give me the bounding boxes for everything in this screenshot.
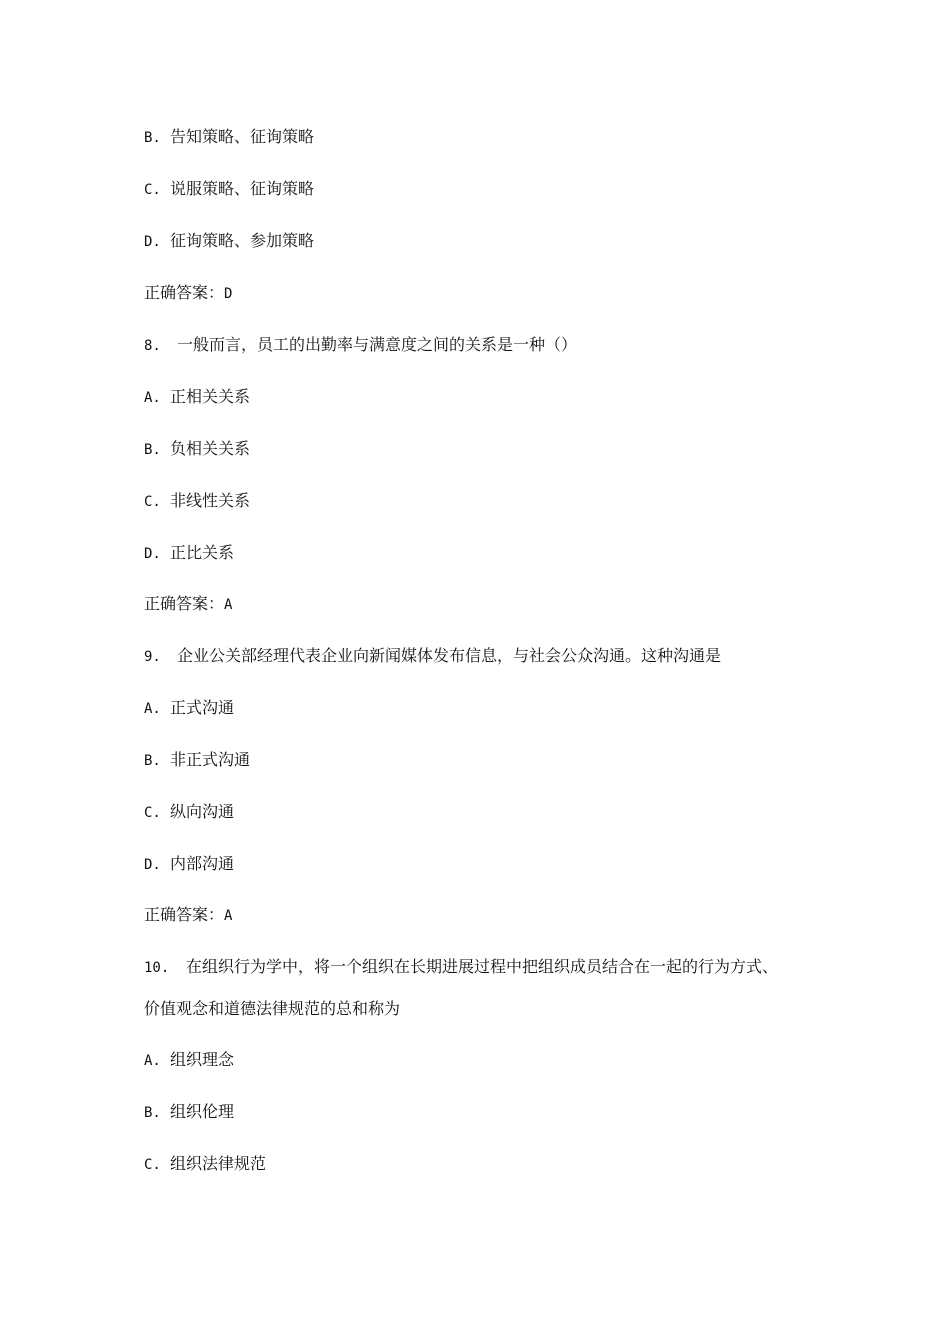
- option-text: 说服策略、征询策略: [170, 179, 315, 198]
- question-text: 价值观念和道德法律规范的总和称为: [144, 999, 401, 1018]
- answer-label: 正确答案：: [144, 905, 225, 924]
- question-text: 在组织行为学中，将一个组织在长期进展过程中把组织成员结合在一起的行为方式、: [186, 957, 779, 976]
- q8-option-a: [144, 387, 250, 408]
- option-text: 告知策略、征询策略: [170, 127, 315, 146]
- q8-option-b: [144, 439, 250, 460]
- q8-option-c: [144, 491, 250, 512]
- q10-option-b: [144, 1102, 234, 1123]
- q10-stem: [144, 957, 778, 978]
- option-label: C.: [144, 805, 161, 821]
- option-label: D.: [144, 234, 161, 250]
- q8-stem: [144, 335, 577, 356]
- option-text: 组织理念: [170, 1050, 235, 1069]
- answer-value: A: [224, 597, 233, 613]
- option-label: B.: [144, 130, 161, 146]
- option-label: B.: [144, 753, 161, 769]
- q9-option-a: [144, 698, 234, 719]
- option-text: 非线性关系: [170, 491, 251, 510]
- answer-value: A: [224, 908, 233, 924]
- q7-option-b: [144, 127, 314, 148]
- option-text: 非正式沟通: [170, 750, 251, 769]
- q10-stem-continued: [144, 999, 400, 1019]
- q7-option-d: [144, 231, 314, 252]
- q7-answer: [144, 283, 232, 304]
- option-label: B.: [144, 1105, 161, 1121]
- option-label: B.: [144, 442, 161, 458]
- option-text: 组织伦理: [170, 1102, 235, 1121]
- question-number: 10.: [144, 960, 170, 976]
- option-text: 正式沟通: [170, 698, 235, 717]
- question-text: 一般而言，员工的出勤率与满意度之间的关系是一种（）: [177, 335, 578, 354]
- option-label: C.: [144, 182, 161, 198]
- option-text: 正比关系: [170, 543, 235, 562]
- option-label: A.: [144, 701, 161, 717]
- question-number: 8.: [144, 338, 161, 354]
- option-label: D.: [144, 546, 161, 562]
- option-label: C.: [144, 494, 161, 510]
- q9-option-d: [144, 854, 234, 875]
- q8-answer: [144, 594, 232, 615]
- q9-option-c: [144, 802, 234, 823]
- q10-option-c: [144, 1154, 266, 1175]
- answer-value: D: [224, 286, 233, 302]
- option-text: 内部沟通: [170, 854, 235, 873]
- option-text: 纵向沟通: [170, 802, 235, 821]
- q9-answer: [144, 905, 232, 926]
- q7-option-c: [144, 179, 314, 200]
- q9-option-b: [144, 750, 250, 771]
- answer-label: 正确答案：: [144, 283, 225, 302]
- option-label: C.: [144, 1157, 161, 1173]
- answer-label: 正确答案：: [144, 594, 225, 613]
- option-text: 正相关关系: [170, 387, 251, 406]
- q9-stem: [144, 646, 721, 667]
- question-text: 企业公关部经理代表企业向新闻媒体发布信息，与社会公众沟通。这种沟通是: [177, 646, 722, 665]
- option-label: A.: [144, 1053, 161, 1069]
- option-label: D.: [144, 857, 161, 873]
- q8-option-d: [144, 543, 234, 564]
- option-text: 组织法律规范: [170, 1154, 267, 1173]
- question-number: 9.: [144, 649, 161, 665]
- option-label: A.: [144, 390, 161, 406]
- q10-option-a: [144, 1050, 234, 1071]
- option-text: 负相关关系: [170, 439, 251, 458]
- option-text: 征询策略、参加策略: [170, 231, 315, 250]
